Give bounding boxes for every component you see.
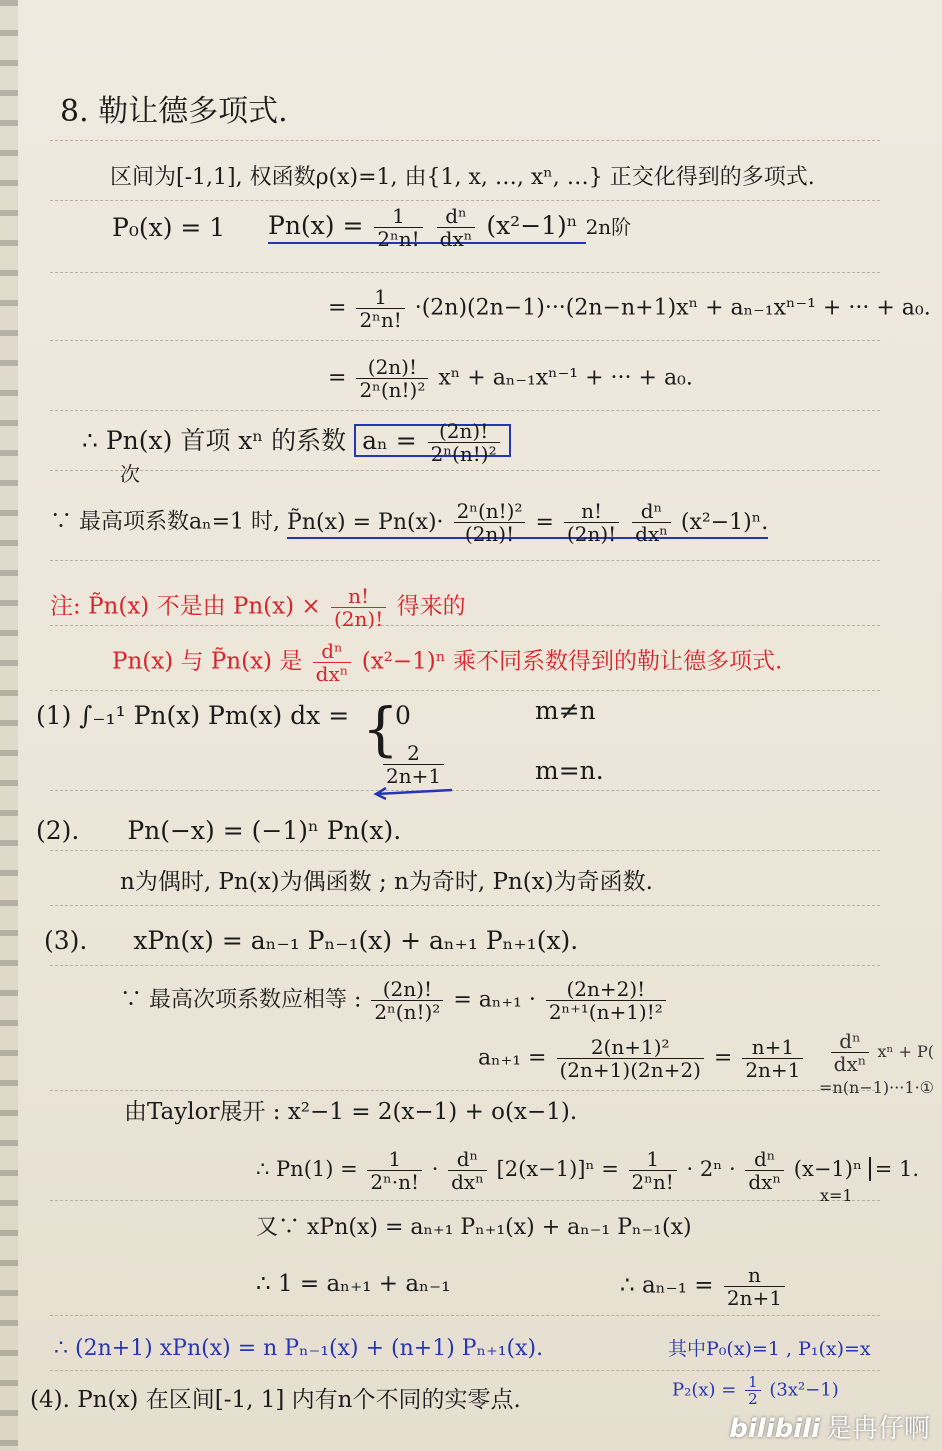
- frac-num: (2n)!: [371, 978, 443, 1001]
- frac-num: n!: [564, 500, 619, 523]
- note-text-a: P̃n(x) 不是由 Pn(x) ×: [88, 593, 321, 620]
- frac-num: dⁿ: [448, 1148, 487, 1171]
- frac-num: (2n)!: [428, 420, 500, 443]
- a-prev-line: [620, 1264, 788, 1309]
- frac-num: dⁿ: [831, 1030, 870, 1053]
- expansion-terms: xⁿ + aₙ₋₁xⁿ⁻¹ + ··· + a₀.: [438, 365, 693, 391]
- recurrence-ansatz-line: [44, 925, 578, 957]
- frac-num: 1: [367, 1148, 422, 1171]
- frac-den: 2ⁿn!: [377, 227, 420, 251]
- frac-den: 2ⁿ(n!)²: [374, 1000, 441, 1024]
- frac-den: 2ⁿn!: [631, 1170, 674, 1194]
- ruled-line: [50, 140, 880, 141]
- ruled-line: [50, 1200, 880, 1201]
- frac-num: 1: [745, 1374, 761, 1391]
- eval-point: x=1: [820, 1186, 853, 1205]
- leading-coefficient-box: [354, 419, 511, 466]
- orthogonality-integral: ∫₋₁¹ Pn(x) Pm(x) dx =: [79, 701, 350, 730]
- rodrigues-coef: [374, 205, 422, 250]
- frac-den: dxⁿ: [833, 1052, 867, 1076]
- ruled-line: [50, 965, 880, 966]
- coef-sum-line: ∴ 1 = aₙ₊₁ + aₙ₋₁: [256, 1271, 451, 1297]
- rodrigues-underlined: [268, 204, 586, 251]
- expansion-coef: [356, 286, 404, 331]
- ruled-line: [50, 1315, 880, 1316]
- taylor-expansion: 由Taylor展开 : x²−1 = 2(x−1) + o(x−1).: [124, 1099, 578, 1125]
- ruled-line: [50, 690, 880, 691]
- frac-num: n: [724, 1264, 785, 1287]
- a-prev-frac: [724, 1264, 785, 1309]
- note-line-2: [112, 640, 782, 685]
- p-at-one-tail: (x−1)ⁿ: [793, 1157, 863, 1181]
- frac-den: (2n)!: [334, 607, 384, 631]
- box-lhs: aₙ =: [362, 426, 417, 455]
- case-1-condition: m≠n: [535, 696, 596, 725]
- monic-frac-1: [454, 500, 526, 545]
- rodrigues-lhs: Pn(x) =: [268, 211, 364, 240]
- side-note: [828, 1030, 934, 1075]
- parity-formula-line: [36, 815, 401, 847]
- ruled-line: [50, 850, 880, 851]
- rodrigues-tail: (x²−1)ⁿ: [486, 211, 578, 240]
- property-label: (1): [36, 701, 72, 730]
- frac-num: 1: [629, 1148, 677, 1171]
- p2-frac: [745, 1374, 761, 1407]
- frac-den: dxⁿ: [635, 522, 668, 546]
- watermark-author: 是冉仔啊: [825, 1414, 930, 1444]
- spiral-binding: [0, 0, 18, 1451]
- a-next-frac: [557, 1036, 704, 1081]
- note-line-1: [50, 585, 466, 630]
- frac-den: dxⁿ: [439, 227, 473, 251]
- orthogonality-brace: {: [362, 695, 399, 763]
- p-at-one-result: = 1.: [874, 1157, 920, 1181]
- monic-lhs: P̃n(x) = Pn(x)·: [287, 509, 444, 535]
- side-note-text: xⁿ + P(: [877, 1042, 934, 1061]
- frac-num: 2: [383, 742, 444, 765]
- frac-num: dⁿ: [632, 500, 671, 523]
- orthogonality-line: [36, 700, 349, 732]
- note-deriv: [313, 640, 352, 685]
- intro-text: 区间为[-1,1], 权函数ρ(x)=1, 由{1, x, …, xⁿ, …} 正交化得到的多项式.: [110, 165, 815, 190]
- p-at-one-lhs: ∴ Pn(1) =: [256, 1157, 358, 1181]
- frac-den: 2n+1: [386, 764, 442, 788]
- note-text-b: (x²−1)ⁿ 乘不同系数得到的勒让德多项式.: [361, 648, 783, 675]
- monic-condition: ∵ 最高项系数aₙ=1 时,: [50, 509, 281, 535]
- frac-den: 2: [748, 1390, 758, 1408]
- p-at-one-coef: [367, 1148, 422, 1193]
- note-label: 注:: [50, 593, 81, 620]
- frac-num: n+1: [742, 1036, 803, 1059]
- zeros-statement: Pn(x) 在区间[-1, 1] 内有n个不同的实零点.: [77, 1387, 521, 1413]
- monic-deriv: [632, 500, 671, 545]
- monic-underlined: [287, 499, 769, 546]
- p-at-one-deriv: [448, 1148, 487, 1193]
- monic-tail: (x²−1)ⁿ.: [680, 509, 769, 535]
- frac-den: dxⁿ: [315, 662, 349, 686]
- case-2-condition: m=n.: [535, 756, 604, 785]
- degree-mark: 次: [120, 462, 140, 486]
- ruled-line: [50, 272, 880, 273]
- expansion-line-1: [328, 286, 931, 331]
- frac-den: 2n+1: [726, 1286, 782, 1310]
- case-2-value: [380, 742, 447, 787]
- expansion-line-2: [328, 356, 693, 401]
- rodrigues-order-note: 2n阶: [585, 215, 632, 239]
- frac-den: (2n+1)(2n+2): [559, 1058, 701, 1082]
- recurrence-formula: ∴ (2n+1) xPn(x) = n Pₙ₋₁(x) + (n+1) Pₙ₊₁(x).: [54, 1336, 544, 1361]
- ruled-line: [50, 1090, 880, 1091]
- equals-sign: =: [328, 295, 347, 321]
- ruled-line: [50, 410, 880, 411]
- property-label: (3).: [44, 926, 88, 955]
- equals-sign: =: [535, 509, 554, 535]
- ruled-line: [50, 470, 880, 471]
- p2-definition: [672, 1374, 839, 1407]
- side-note-deriv: [831, 1030, 870, 1075]
- expansion-coef: [356, 356, 428, 401]
- frac-den: 2n+1: [745, 1058, 801, 1082]
- case-2-frac: [383, 742, 444, 787]
- leading-match-eq: = aₙ₊₁ ·: [453, 987, 536, 1013]
- p2-tail: (3x²−1): [769, 1379, 839, 1401]
- leading-match-text: ∵ 最高次项系数应相等 :: [120, 987, 362, 1013]
- initial-polynomials: 其中P₀(x)=1 , P₁(x)=x: [668, 1338, 871, 1360]
- side-note-2: =n(n−1)···1·①: [819, 1078, 934, 1097]
- ruled-line: [50, 905, 880, 906]
- leading-text: ∴ Pn(x) 首项 xⁿ 的系数: [82, 426, 347, 455]
- frac-den: dxⁿ: [451, 1170, 484, 1194]
- case-1-value: 0: [395, 701, 411, 730]
- parity-statement: n为偶时, Pn(x)为偶函数 ; n为奇时, Pn(x)为奇函数.: [120, 869, 653, 895]
- leading-coefficient-line: [82, 420, 511, 465]
- property-label: (2).: [36, 816, 80, 845]
- frac-den: dxⁿ: [748, 1170, 782, 1194]
- recurrence-ansatz: xPn(x) = aₙ₋₁ Pₙ₋₁(x) + aₙ₊₁ Pₙ₊₁(x).: [133, 926, 579, 955]
- a-prev-lhs: ∴ aₙ₋₁ =: [620, 1272, 714, 1299]
- frac-den: 2ⁿ(n!)²: [430, 442, 497, 466]
- underline-arrow: [372, 786, 456, 800]
- dot: ·: [431, 1157, 439, 1181]
- p-at-one-mid-2: · 2ⁿ ·: [686, 1157, 736, 1181]
- parity-formula: Pn(−x) = (−1)ⁿ Pn(x).: [127, 816, 402, 845]
- section-title: 8. 勒让德多项式.: [60, 94, 288, 129]
- a-next-result: [742, 1036, 803, 1081]
- p0-definition: P₀(x) = 1: [112, 213, 226, 242]
- frac-den: (2n)!: [464, 522, 515, 546]
- frac-num: 1: [356, 286, 404, 309]
- p2-lhs: P₂(x) =: [672, 1379, 737, 1401]
- note-text-b: 得来的: [396, 593, 466, 620]
- ruled-line: [50, 200, 880, 201]
- frac-den: 2ⁿ⁺¹(n+1)!²: [548, 1000, 663, 1024]
- monic-frac-2: [564, 500, 619, 545]
- expansion-terms: ·(2n)(2n−1)···(2n−n+1)xⁿ + aₙ₋₁xⁿ⁻¹ + ··· + a₀.: [414, 295, 931, 321]
- equals-sign: =: [328, 365, 347, 391]
- a-next-line: [478, 1036, 806, 1081]
- frac-num: dⁿ: [437, 205, 476, 228]
- p-at-one-deriv-2: [745, 1148, 784, 1193]
- frac-num: dⁿ: [313, 640, 352, 663]
- frac-den: 2ⁿ(n!)²: [359, 378, 426, 402]
- rodrigues-formula: [268, 205, 631, 250]
- ruled-line: [50, 340, 880, 341]
- frac-num: 2(n+1)²: [557, 1036, 704, 1059]
- bilibili-watermark: [729, 1408, 930, 1445]
- leading-match-rhs: [546, 978, 666, 1023]
- monic-line: [50, 500, 768, 545]
- bilibili-logo: bilibili: [729, 1414, 820, 1444]
- again-line: 又∵ xPn(x) = aₙ₊₁ Pₙ₊₁(x) + aₙ₋₁ Pₙ₋₁(x): [256, 1215, 692, 1240]
- p-at-one-coef-2: [629, 1148, 677, 1193]
- equals-sign: =: [713, 1045, 733, 1071]
- a-next-lhs: aₙ₊₁ =: [478, 1045, 547, 1071]
- frac-den: 2ⁿn!: [359, 308, 402, 332]
- frac-num: dⁿ: [745, 1148, 784, 1171]
- note-text-a: Pn(x) 与 P̃n(x) 是: [112, 648, 303, 675]
- frac-num: 1: [374, 205, 422, 228]
- frac-num: (2n+2)!: [546, 978, 666, 1001]
- zeros-line: [30, 1384, 521, 1416]
- ruled-line: [50, 560, 880, 561]
- leading-match-line: [120, 978, 669, 1023]
- frac-den: (2n)!: [566, 522, 617, 546]
- rodrigues-deriv: [437, 205, 476, 250]
- frac-den: 2ⁿ·n!: [370, 1170, 420, 1194]
- eval-bar: [869, 1157, 919, 1181]
- ruled-line: [50, 790, 880, 791]
- frac-num: 2ⁿ(n!)²: [454, 500, 526, 523]
- p-at-one-mid: [2(x−1)]ⁿ =: [496, 1157, 619, 1181]
- property-label: (4).: [30, 1387, 70, 1413]
- frac-num: (2n)!: [356, 356, 428, 379]
- frac-num: n!: [331, 585, 386, 608]
- note-frac: [331, 585, 386, 630]
- leading-match-lhs: [371, 978, 443, 1023]
- ruled-line: [50, 1370, 880, 1371]
- box-frac: [428, 420, 500, 465]
